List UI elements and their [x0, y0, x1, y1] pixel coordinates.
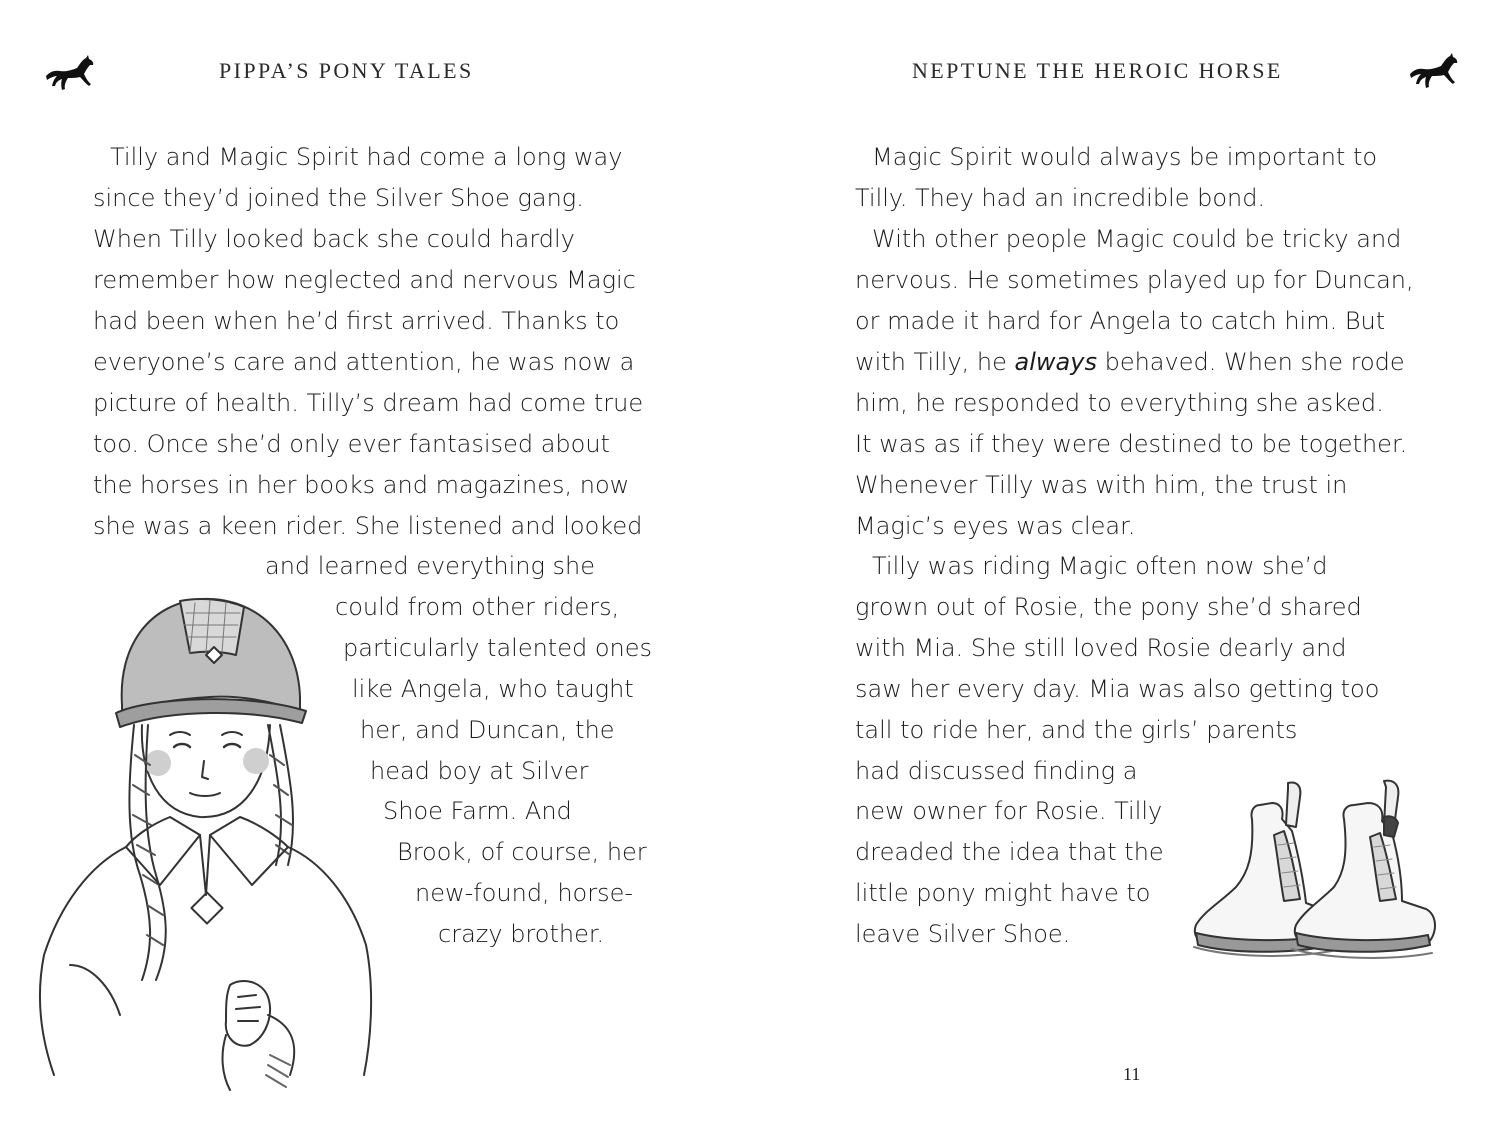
body-line: Whenever Tilly was with him, the trust in — [855, 471, 1348, 499]
body-line: the horses in her books and magazines, now — [93, 471, 630, 499]
body-line: picture of health. Tilly’s dream had come true — [93, 389, 644, 417]
body-line: When Tilly looked back she could hardly — [93, 225, 575, 253]
body-line: particularly talented ones — [343, 634, 652, 662]
body-line: little pony might have to — [855, 879, 1151, 907]
body-line: or made it hard for Angela to catch him. But — [855, 307, 1386, 335]
body-line: saw her every day. Mia was also getting too — [855, 675, 1380, 703]
body-line: like Angela, who taught — [352, 675, 634, 703]
body-line: grown out of Rosie, the pony she’d shared — [855, 593, 1362, 621]
running-head-left: PIPPA’S PONY TALES — [219, 58, 474, 83]
body-line: leave Silver Shoe. — [855, 920, 1071, 948]
body-line: With other people Magic could be tricky and — [872, 225, 1402, 253]
body-line — [855, 347, 1405, 377]
body-line: new-found, horse- — [415, 879, 634, 907]
horse-silhouette-icon — [1408, 52, 1460, 92]
body-text: with Tilly, he — [855, 348, 1015, 376]
body-line: could from other riders, — [335, 593, 620, 621]
body-line: and learned everything she — [265, 552, 596, 580]
body-line: him, he responded to everything she asked. — [855, 389, 1384, 417]
body-line: new owner for Rosie. Tilly — [855, 797, 1163, 825]
body-line: she was a keen rider. She listened and looked — [93, 512, 643, 540]
body-line: crazy brother. — [438, 920, 605, 948]
body-line: dreaded the idea that the — [855, 838, 1164, 866]
body-line: It was as if they were destined to be together. — [855, 430, 1408, 458]
body-line: nervous. He sometimes played up for Duncan, — [855, 266, 1414, 294]
body-line: too. Once she’d only ever fantasised about — [93, 430, 610, 458]
body-line: head boy at Silver — [370, 757, 589, 785]
body-line: had been when he’d first arrived. Thanks to — [93, 307, 620, 335]
body-line: Tilly and Magic Spirit had come a long way — [110, 143, 623, 171]
emphasis-text: always — [1014, 348, 1097, 376]
body-line: Brook, of course, her — [397, 838, 647, 866]
body-line: her, and Duncan, the — [360, 716, 615, 744]
page-number: 11 — [1123, 1064, 1141, 1084]
running-head-right: NEPTUNE THE HEROIC HORSE — [912, 58, 1283, 83]
body-line: since they’d joined the Silver Shoe gang. — [93, 184, 584, 212]
riding-boots-illustration — [1188, 775, 1463, 975]
body-line: Tilly. They had an incredible bond. — [855, 184, 1266, 212]
body-line: Shoe Farm. And — [383, 797, 572, 825]
body-line: with Mia. She still loved Rosie dearly and — [855, 634, 1347, 662]
body-line: tall to ride her, and the girls’ parents — [855, 716, 1298, 744]
body-line: Magic Spirit would always be important to — [872, 143, 1378, 171]
body-line: Magic’s eyes was clear. — [855, 512, 1136, 540]
body-line: had discussed finding a — [855, 757, 1138, 785]
body-line: everyone’s care and attention, he was now a — [93, 348, 635, 376]
body-line: remember how neglected and nervous Magic — [93, 266, 636, 294]
body-line: Tilly was riding Magic often now she’d — [872, 552, 1328, 580]
body-text: behaved. When she rode — [1096, 348, 1405, 376]
